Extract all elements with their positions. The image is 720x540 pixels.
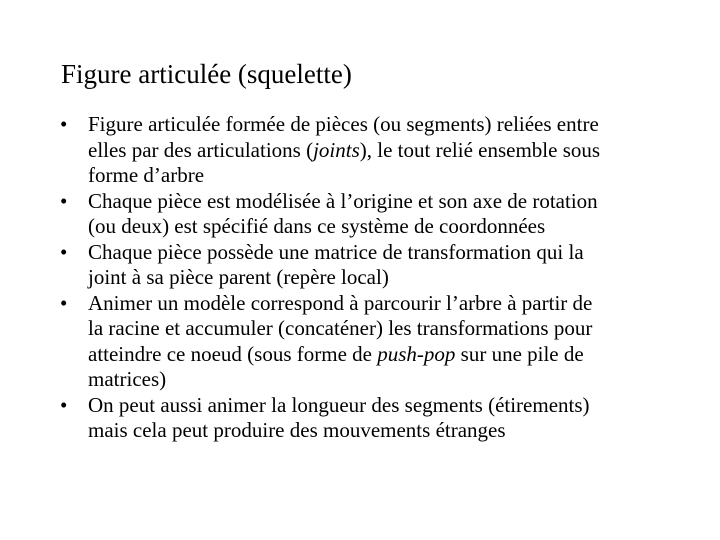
bullet-line-text: atteindre ce noeud (sous forme de <box>88 341 378 366</box>
bullet-list <box>60 112 680 444</box>
bullet-line: mais cela peut produire des mouvements étranges <box>88 418 506 442</box>
bullet-line-text: sur une pile de <box>455 341 584 366</box>
bullet-line: Figure articulée formée de pièces (ou segments) reliées entre <box>88 112 599 136</box>
emphasis-text: joints <box>313 137 360 162</box>
bullet-item <box>60 112 680 189</box>
bullet-icon: • <box>60 290 68 315</box>
bullet-line-text: elles par des articulations ( <box>88 137 314 162</box>
bullet-line <box>88 342 680 368</box>
bullet-item <box>60 240 680 291</box>
bullet-line: Animer un modèle correspond à parcourir l’arbre à partir de <box>88 290 593 315</box>
bullet-line: Chaque pièce est modélisée à l’origine et son axe de rotation <box>88 188 598 213</box>
bullet-line: On peut aussi animer la longueur des segments (étirements) <box>88 392 590 417</box>
bullet-icon: • <box>60 392 68 417</box>
bullet-line: (ou deux) est spécifié dans ce système de coordonnées <box>88 214 546 238</box>
bullet-line: joint à sa pièce parent (repère local) <box>88 265 389 289</box>
bullet-line <box>88 138 680 164</box>
slide-title: Figure articulée (squelette) <box>61 59 352 89</box>
bullet-line: Chaque pièce possède une matrice de transformation qui la <box>88 239 584 264</box>
emphasis-text: push-pop <box>377 341 456 366</box>
bullet-item <box>60 393 680 444</box>
bullet-icon: • <box>60 188 68 213</box>
bullet-line: matrices) <box>88 367 167 391</box>
bullet-line-text: ), le tout relié ensemble sous <box>359 137 601 162</box>
bullet-icon: • <box>60 239 68 264</box>
bullet-item <box>60 291 680 393</box>
bullet-item <box>60 189 680 240</box>
bullet-line: la racine et accumuler (concaténer) les transformations pour <box>88 316 593 340</box>
bullet-icon: • <box>60 112 68 136</box>
bullet-line: forme d’arbre <box>88 163 205 187</box>
